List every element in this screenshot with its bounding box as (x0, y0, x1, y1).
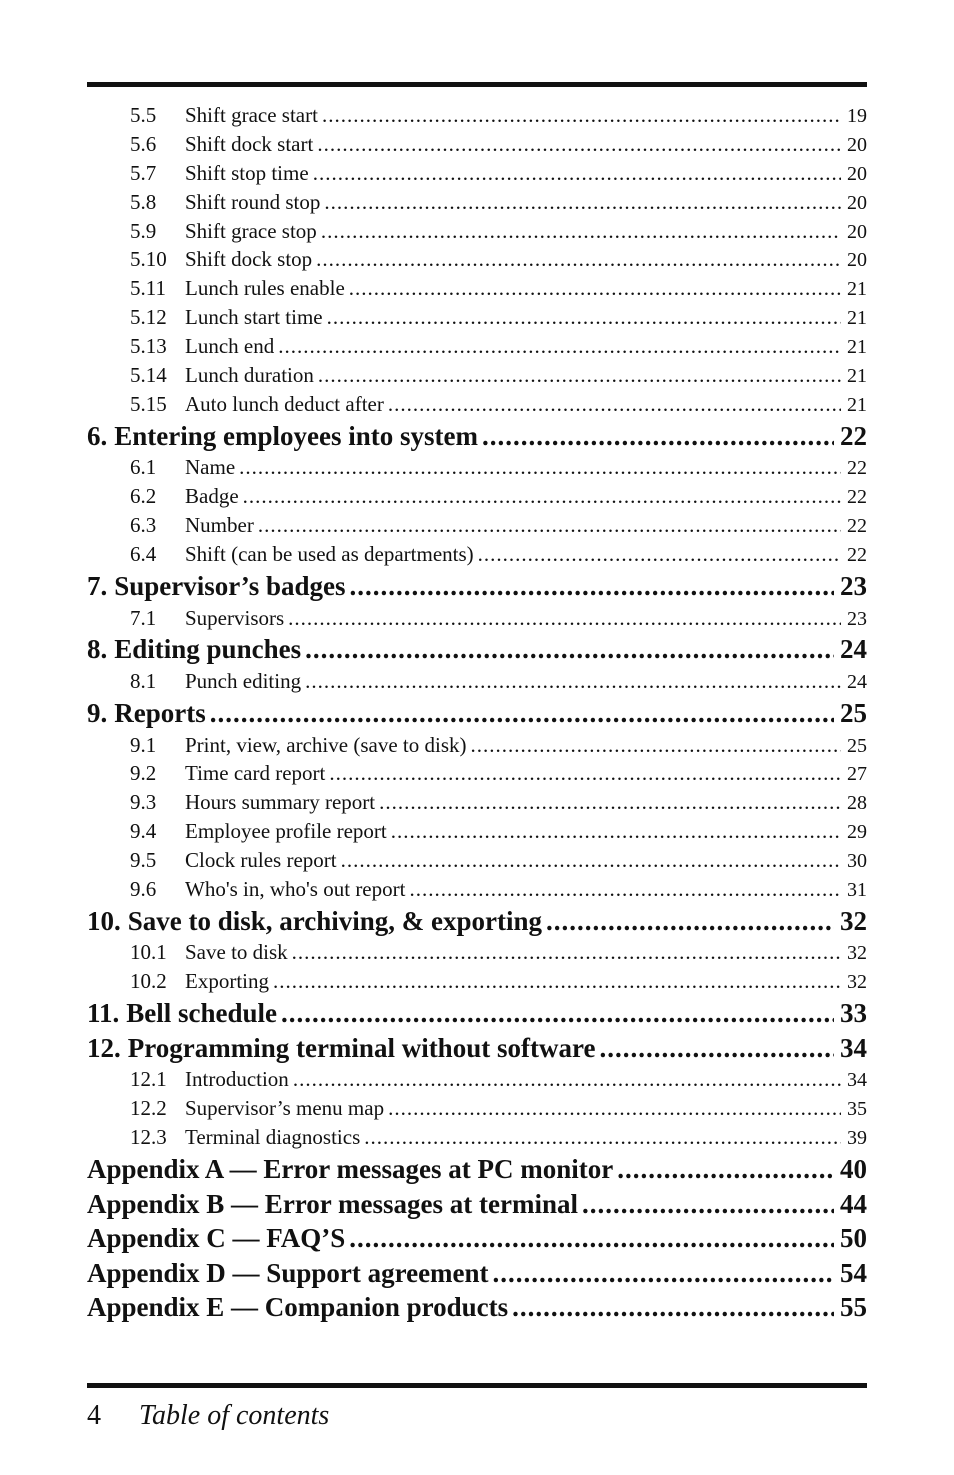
toc-entry-title: Print, view, archive (save to disk) (185, 732, 467, 757)
footer-title: Table of contents (139, 1400, 330, 1431)
toc-entry-title: Reports (114, 697, 206, 728)
toc-entry-page: 21 (847, 307, 867, 330)
toc-subsection-entry[interactable] (87, 130, 867, 159)
toc-subsection-entry[interactable] (87, 332, 867, 361)
toc-entry-title: Who's in, who's out report (185, 876, 406, 901)
toc-entry-page: 20 (847, 191, 867, 214)
toc-entry-page: 20 (847, 249, 867, 272)
toc-entry-number: 9.1 (130, 732, 157, 757)
toc-dot-leader (482, 419, 834, 454)
toc-entry-number: 10. (87, 905, 121, 936)
toc-entry-page: 28 (847, 792, 867, 815)
toc-entry-number: 6. (87, 420, 108, 451)
toc-entry-title: Shift round stop (185, 189, 321, 214)
toc-dot-leader (582, 1187, 834, 1222)
toc-entry-page: 39 (847, 1127, 867, 1150)
toc-subsection-entry[interactable] (87, 817, 867, 846)
toc-entry-number: 12. (87, 1032, 121, 1063)
toc-dot-leader (478, 540, 841, 569)
toc-entry-title: Shift grace start (185, 103, 318, 127)
toc-entry-number: 5.10 (130, 247, 167, 272)
toc-subsection-entry[interactable] (87, 217, 867, 246)
toc-subsection-entry[interactable] (87, 731, 867, 760)
toc-section-entry[interactable] (87, 1221, 867, 1256)
toc-entry-title: Lunch start time (185, 305, 323, 330)
toc-section-entry[interactable] (87, 904, 867, 939)
toc-entry-number: 5.12 (130, 305, 167, 330)
toc-entry-title: Lunch duration (185, 363, 314, 388)
toc-dot-leader (327, 303, 841, 332)
toc-dot-leader (364, 1123, 841, 1152)
toc-section-entry[interactable] (87, 632, 867, 667)
toc-dot-leader (388, 1094, 841, 1123)
toc-entry-number: 5.13 (130, 334, 167, 359)
toc-dot-leader (305, 632, 834, 667)
page-footer (87, 1400, 329, 1432)
toc-subsection-entry[interactable] (87, 875, 867, 904)
toc-entry-page: 27 (847, 763, 867, 786)
toc-entry-number: 6.4 (130, 542, 157, 567)
toc-entry-page: 30 (847, 850, 867, 873)
toc-entry-page: 40 (840, 1154, 867, 1185)
toc-entry-page: 32 (840, 905, 867, 936)
toc-entry-title: Supervisor’s badges (114, 570, 346, 601)
toc-entry-page: 19 (847, 105, 867, 127)
toc-dot-leader (341, 846, 841, 875)
toc-entry-title: Exporting (185, 969, 269, 994)
toc-entry-number: 11. (87, 998, 120, 1029)
toc-entry-title: Punch editing (185, 669, 302, 694)
toc-entry-page: 21 (847, 336, 867, 359)
toc-dot-leader (409, 875, 841, 904)
top-rule (87, 82, 867, 87)
toc-subsection-entry[interactable] (87, 788, 867, 817)
toc-entry-page: 20 (847, 133, 867, 156)
toc-dot-leader (329, 759, 841, 788)
toc-entry-number: 9.5 (130, 848, 157, 873)
toc-entry-number: 5.6 (130, 131, 157, 156)
toc-dot-leader (305, 667, 841, 696)
toc-entry-title: Programming terminal without software (127, 1032, 596, 1063)
toc-entry-page: 35 (847, 1098, 867, 1121)
toc-entry-page: 44 (840, 1188, 867, 1219)
toc-entry-title: Bell schedule (126, 998, 278, 1029)
toc-dot-leader (243, 482, 841, 511)
toc-entry-page: 50 (840, 1223, 867, 1254)
toc-entry-page: 23 (847, 607, 867, 630)
toc-subsection-entry[interactable] (87, 938, 867, 967)
toc-dot-leader (324, 188, 841, 217)
footer-page-number: 4 (87, 1400, 101, 1431)
toc-entry-title: Shift dock start (185, 131, 314, 156)
toc-entry-title: Save to disk (185, 940, 288, 965)
toc-entry-title: Introduction (185, 1067, 289, 1092)
toc-section-entry[interactable] (87, 569, 867, 604)
toc-subsection-entry[interactable] (87, 846, 867, 875)
toc-entry-number: 9.6 (130, 876, 157, 901)
toc-entry-page: 32 (847, 942, 867, 965)
toc-dot-leader (350, 569, 834, 604)
toc-subsection-entry[interactable] (87, 1065, 867, 1094)
toc-dot-leader (318, 361, 841, 390)
toc-dot-leader (512, 1290, 834, 1325)
toc-dot-leader (288, 604, 841, 633)
toc-subsection-entry[interactable] (87, 604, 867, 633)
toc-dot-leader (599, 1031, 834, 1066)
toc-entry-title: Save to disk, archiving, & exporting (127, 905, 543, 936)
toc-subsection-entry[interactable] (87, 482, 867, 511)
toc-dot-leader (391, 817, 841, 846)
toc-entry-page: 24 (840, 634, 867, 665)
toc-subsection-entry[interactable] (87, 667, 867, 696)
toc-entry-page: 23 (840, 570, 867, 601)
toc-entry-number: 7. (87, 570, 108, 601)
toc-entry-page: 25 (847, 734, 867, 757)
table-of-contents (87, 101, 867, 1325)
toc-entry-page: 22 (847, 515, 867, 538)
toc-entry-title: Auto lunch deduct after (185, 391, 384, 416)
bottom-rule (87, 1383, 867, 1388)
toc-section-entry[interactable] (87, 996, 867, 1031)
toc-entry-page: 33 (840, 998, 867, 1029)
toc-dot-leader (313, 159, 841, 188)
toc-entry-title: Shift (can be used as departments) (185, 542, 474, 567)
toc-dot-leader (258, 511, 841, 540)
toc-entry-page: 22 (840, 420, 867, 451)
toc-dot-leader (317, 130, 841, 159)
toc-entry-page: 34 (840, 1032, 867, 1063)
toc-entry-title: Lunch rules enable (185, 276, 345, 301)
toc-subsection-entry[interactable] (87, 390, 867, 419)
toc-entry-title: Editing punches (114, 634, 302, 665)
toc-subsection-entry[interactable] (87, 159, 867, 188)
toc-section-entry[interactable] (87, 1031, 867, 1066)
toc-dot-leader (546, 904, 834, 939)
toc-entry-number: 9.2 (130, 761, 157, 786)
toc-subsection-entry[interactable] (87, 245, 867, 274)
toc-entry-title: Hours summary report (185, 790, 376, 815)
toc-entry-title: Lunch end (185, 334, 275, 359)
toc-section-entry[interactable] (87, 1152, 867, 1187)
toc-subsection-entry[interactable] (87, 511, 867, 540)
toc-dot-leader (617, 1152, 834, 1187)
toc-entry-page: 22 (847, 457, 867, 480)
toc-dot-leader (292, 938, 841, 967)
toc-entry-title: Shift stop time (185, 160, 309, 185)
toc-entry-number: 5.5 (130, 103, 157, 127)
toc-entry-page: 21 (847, 393, 867, 416)
toc-dot-leader (321, 217, 841, 246)
toc-entry-title: Entering employees into system (114, 420, 478, 451)
toc-entry-number: 5.15 (130, 391, 167, 416)
toc-entry-number: 10.1 (130, 940, 167, 965)
toc-entry-number: 9.3 (130, 790, 157, 815)
toc-dot-leader (349, 1221, 834, 1256)
toc-subsection-entry[interactable] (87, 540, 867, 569)
toc-entry-title: Employee profile report (185, 819, 387, 844)
toc-entry-page: 21 (847, 278, 867, 301)
toc-subsection-entry[interactable] (87, 188, 867, 217)
toc-subsection-entry[interactable] (87, 759, 867, 788)
toc-entry-page: 20 (847, 162, 867, 185)
toc-section-entry[interactable] (87, 419, 867, 454)
toc-entry-number: 5.8 (130, 189, 157, 214)
toc-entry-page: 34 (847, 1069, 867, 1092)
toc-subsection-entry[interactable] (87, 967, 867, 996)
toc-entry-title: Appendix E — Companion products (87, 1292, 509, 1323)
toc-entry-number: 6.1 (130, 455, 157, 480)
toc-entry-number: 6.2 (130, 484, 157, 509)
toc-entry-number: 7.1 (130, 605, 157, 630)
toc-entry-title: Appendix D — Support agreement (87, 1257, 489, 1288)
toc-section-entry[interactable] (87, 1256, 867, 1291)
toc-entry-title: Supervisors (185, 605, 285, 630)
toc-entry-number: 6.3 (130, 513, 157, 538)
toc-section-entry[interactable] (87, 1290, 867, 1325)
toc-entry-number: 12.3 (130, 1125, 167, 1150)
toc-entry-page: 32 (847, 971, 867, 994)
toc-dot-leader (379, 788, 841, 817)
toc-entry-title: Name (185, 455, 236, 480)
toc-entry-title: Appendix C — FAQ’S (87, 1223, 346, 1254)
toc-entry-number: 9. (87, 697, 108, 728)
toc-entry-number: 8.1 (130, 669, 157, 694)
toc-entry-title: Supervisor’s menu map (185, 1096, 385, 1121)
toc-dot-leader (278, 332, 841, 361)
toc-subsection-entry[interactable] (87, 1123, 867, 1152)
toc-entry-title: Appendix B — Error messages at terminal (87, 1188, 578, 1219)
toc-entry-number: 5.14 (130, 363, 167, 388)
toc-subsection-entry[interactable] (87, 1094, 867, 1123)
toc-section-entry[interactable] (87, 696, 867, 731)
toc-entry-page: 25 (840, 697, 867, 728)
toc-subsection-entry[interactable] (87, 274, 867, 303)
toc-section-entry[interactable] (87, 1187, 867, 1222)
toc-entry-title: Clock rules report (185, 848, 337, 873)
toc-entry-page: 55 (840, 1292, 867, 1323)
toc-subsection-entry[interactable] (87, 303, 867, 332)
toc-entry-page: 21 (847, 365, 867, 388)
toc-entry-number: 12.2 (130, 1096, 167, 1121)
toc-entry-page: 22 (847, 486, 867, 509)
toc-dot-leader (322, 101, 841, 130)
toc-dot-leader (349, 274, 841, 303)
toc-entry-title: Number (185, 513, 254, 538)
toc-entry-title: Terminal diagnostics (185, 1125, 361, 1150)
toc-dot-leader (210, 696, 834, 731)
toc-entry-page: 54 (840, 1257, 867, 1288)
toc-dot-leader (239, 453, 841, 482)
toc-entry-number: 10.2 (130, 969, 167, 994)
toc-entry-page: 31 (847, 878, 867, 901)
toc-dot-leader (293, 1065, 841, 1094)
toc-entry-title: Shift grace stop (185, 218, 317, 243)
toc-entry-number: 5.9 (130, 218, 157, 243)
toc-entry-page: 24 (847, 671, 867, 694)
toc-entry-title: Time card report (185, 761, 326, 786)
toc-entry-title: Appendix A — Error messages at PC monitor (87, 1154, 614, 1185)
toc-dot-leader (281, 996, 834, 1031)
toc-entry-number: 5.7 (130, 160, 157, 185)
toc-entry-page: 22 (847, 544, 867, 567)
toc-entry-title: Shift dock stop (185, 247, 313, 272)
toc-entry-number: 8. (87, 634, 108, 665)
toc-dot-leader (493, 1256, 834, 1291)
toc-entry-number: 9.4 (130, 819, 157, 844)
toc-dot-leader (316, 245, 841, 274)
toc-subsection-entry[interactable] (87, 453, 867, 482)
toc-entry-page: 29 (847, 821, 867, 844)
toc-subsection-entry[interactable] (87, 101, 867, 130)
toc-entry-number: 12.1 (130, 1067, 167, 1092)
toc-entry-page: 20 (847, 220, 867, 243)
toc-subsection-entry[interactable] (87, 361, 867, 390)
toc-entry-number: 5.11 (130, 276, 166, 301)
toc-dot-leader (470, 731, 841, 760)
toc-dot-leader (388, 390, 841, 419)
toc-dot-leader (273, 967, 841, 996)
toc-entry-title: Badge (185, 484, 239, 509)
